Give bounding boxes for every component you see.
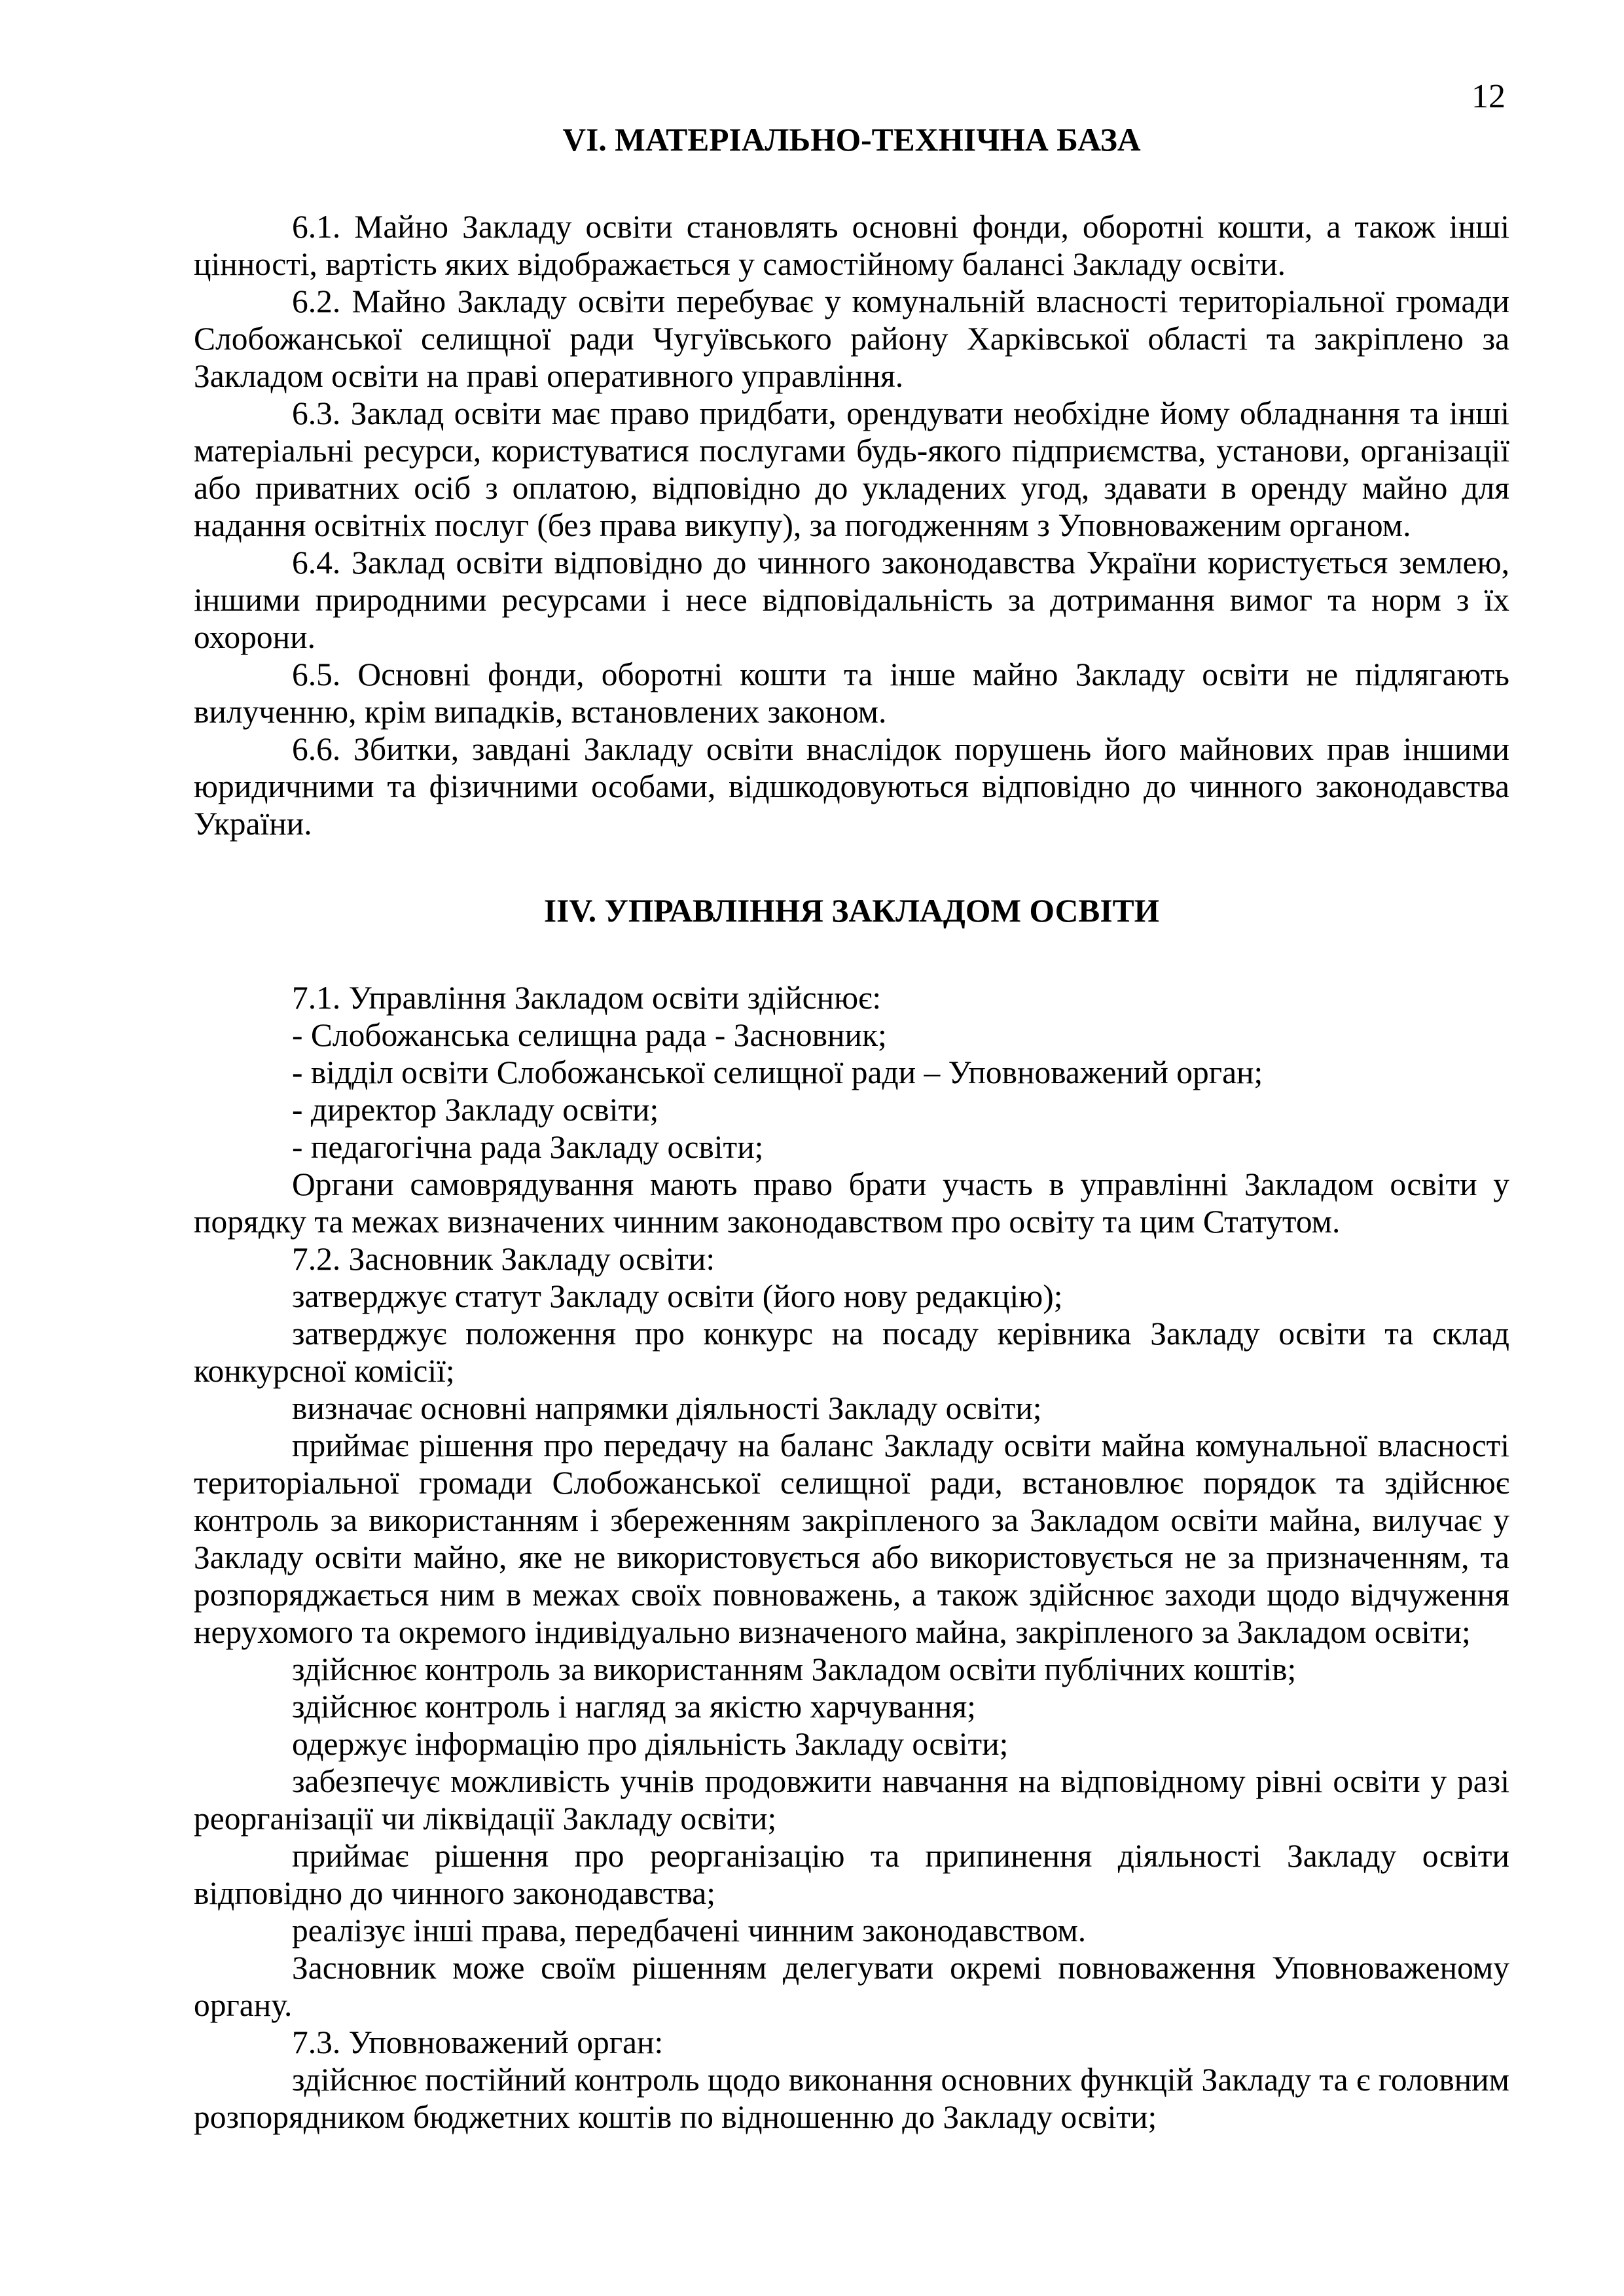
paragraph-7-1: 7.1. Управління Закладом освіти здійснює:	[292, 980, 882, 1016]
paragraph-6-6: 6.6. Збитки, завдані Закладу освіти внаслідок порушень його майнових прав іншими юридичними та фізичними особами, відшкодовуються відповідно до чинного законодавства України.	[194, 731, 1509, 842]
founder-duty: одержує інформацію про діяльність Закладу освіти;	[292, 1726, 1009, 1762]
founder-duty: забезпечує можливість учнів продовжити навчання на відповідному рівні освіти у разі реорганізації чи ліквідації Закладу освіти;	[194, 1763, 1509, 1837]
founder-duty: затверджує положення про конкурс на посаду керівника Закладу освіти та склад конкурсної комісії;	[194, 1316, 1509, 1389]
paragraph-self-government: Органи самоврядування мають право брати участь в управлінні Закладом освіти у порядку та межах визначених чинним законодавством про освіту та цим Статутом.	[194, 1166, 1509, 1240]
paragraph-delegation: Засновник може своїм рішенням делегувати окремі повноваження Уповноваженому органу.	[194, 1950, 1509, 2023]
paragraph-6-3: 6.3. Заклад освіти має право придбати, орендувати необхідне йому обладнання та інші матеріальні ресурси, користуватися послугами будь-якого підприємства, установи, організації або приватних осіб з оплатою, відповідно до укладених угод, здавати в оренду майно для надання освітніх послуг (без права викупу), за погодженням з Уповноваженим органом.	[194, 395, 1509, 543]
list-item-founder: - Слобожанська селищна рада - Засновник;	[292, 1017, 887, 1053]
paragraph-6-1: 6.1. Майно Закладу освіти становлять основні фонди, оборотні кошти, а також інші цінності, вартість яких відображається у самостійному балансі Закладу освіти.	[194, 209, 1509, 282]
founder-duty: реалізує інші права, передбачені чинним законодавством.	[292, 1912, 1087, 1948]
founder-duty: приймає рішення про реорганізацію та припинення діяльності Закладу освіти відповідно до чинного законодавства;	[194, 1838, 1509, 1911]
section-heading-management: IIV. УПРАВЛІННЯ ЗАКЛАДОМ ОСВІТИ	[543, 893, 1160, 929]
founder-duty: здійснює контроль і нагляд за якістю харчування;	[292, 1689, 976, 1725]
authorized-body-duty: здійснює постійний контроль щодо виконання основних функцій Закладу та є головним розпорядником бюджетних коштів по відношенню до Закладу освіти;	[194, 2062, 1509, 2135]
page-number: 12	[1471, 78, 1506, 115]
list-item-pedagogical-council: - педагогічна рада Закладу освіти;	[292, 1129, 764, 1165]
paragraph-6-5: 6.5. Основні фонди, оборотні кошти та інше майно Закладу освіти не підлягають вилученню, крім випадків, встановлених законом.	[194, 656, 1509, 730]
founder-duty: затверджує статут Закладу освіти (його нову редакцію);	[292, 1278, 1063, 1314]
paragraph-7-2: 7.2. Засновник Закладу освіти:	[292, 1241, 715, 1277]
list-item-director: - директор Закладу освіти;	[292, 1092, 659, 1128]
founder-duty: здійснює контроль за використанням Закладом освіти публічних коштів;	[292, 1651, 1297, 1687]
paragraph-7-3: 7.3. Уповноважений орган:	[292, 2024, 664, 2060]
list-item-authorized-body: - відділ освіти Слобожанської селищної ради – Уповноважений орган;	[292, 1054, 1263, 1090]
section-heading-material-base: VI. МАТЕРІАЛЬНО-ТЕХНІЧНА БАЗА	[562, 122, 1141, 158]
founder-duty: визначає основні напрямки діяльності Закладу освіти;	[292, 1390, 1042, 1426]
founder-duty: приймає рішення про передачу на баланс Закладу освіти майна комунальної власності територіальної громади Слобожанської селищної ради, встановлює порядок та здійснює контроль за використанням і збереженням закріпленого за Закладом освіти майна, вилучає у Закладу освіти майно, яке не використовується або використовується не за призначенням, та розпоряджається ним в межах своїх повноважень, а також здійснює заходи щодо відчуження нерухомого та окремого індивідуально визначеного майна, закріпленого за Закладом освіти;	[194, 1427, 1509, 1650]
paragraph-6-2: 6.2. Майно Закладу освіти перебуває у комунальній власності територіальної громади Слобожанської селищної ради Чугуївського району Харківської області та закріплено за Закладом освіти на праві оперативного управління.	[194, 283, 1509, 394]
document-body	[194, 121, 1509, 2136]
paragraph-6-4: 6.4. Заклад освіти відповідно до чинного законодавства України користується землею, іншими природними ресурсами і несе відповідальність за дотримання вимог та норм з їх охорони.	[194, 545, 1509, 655]
